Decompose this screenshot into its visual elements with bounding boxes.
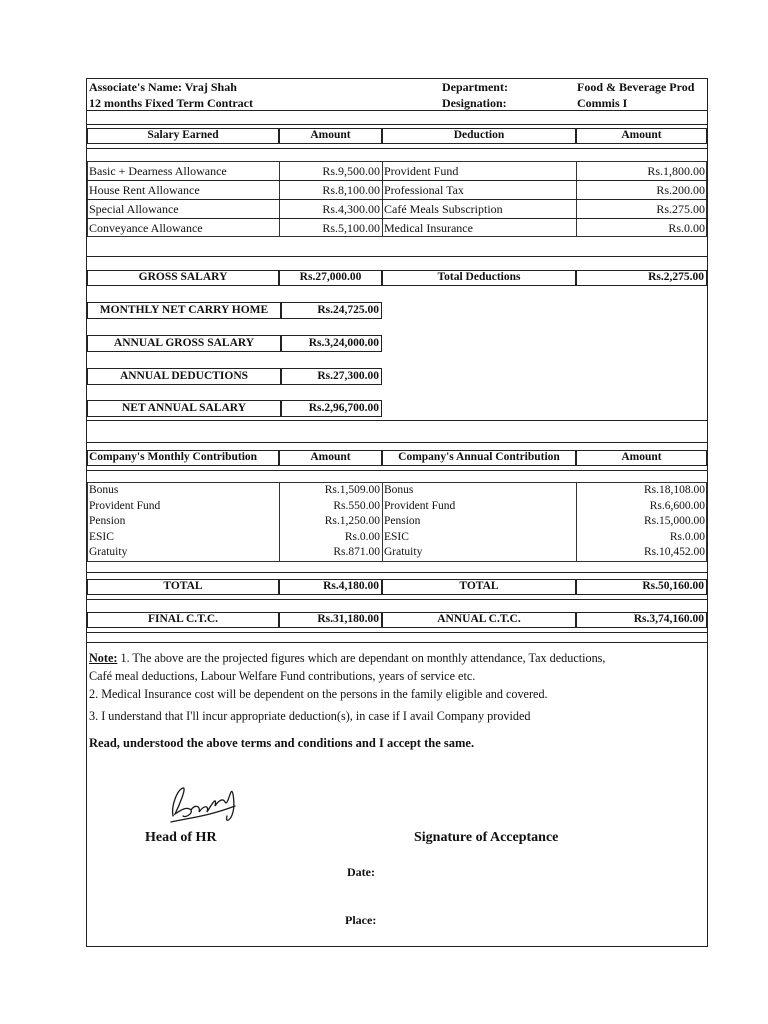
annual-contribution-amount: Rs.10,452.00 (643, 546, 705, 558)
note-line-1 (89, 649, 709, 667)
ctc-document (86, 78, 708, 947)
grid-line (382, 482, 383, 562)
annual-contribution-header: Company's Annual Contribution (382, 450, 576, 466)
earning-label: House Rent Allowance (89, 183, 200, 197)
earning-label: Special Allowance (89, 202, 179, 216)
earning-label: Conveyance Allowance (89, 221, 203, 235)
note-line-1b: Café meal deductions, Labour Welfare Fund contributions, years of service etc. (89, 669, 476, 683)
grid-line (576, 482, 577, 562)
monthly-contribution-amount: Rs.0.00 (344, 530, 380, 543)
head-of-hr-label: Head of HR (145, 830, 217, 845)
monthly-contribution-label: Gratuity (89, 546, 128, 558)
monthly-contribution-amount: Rs.1,509.00 (324, 484, 380, 496)
date-label: Date: (347, 865, 375, 879)
row-line (87, 642, 707, 643)
annual-contribution-label: Provident Fund (384, 499, 456, 512)
designation-label: Designation: (442, 96, 507, 110)
total-deductions-label: Total Deductions (382, 270, 576, 286)
total-deductions-value: Rs.2,275.00 (576, 270, 707, 286)
annual-contribution-amount: Rs.18,108.00 (643, 484, 705, 496)
deduction-amount-header: Amount (576, 128, 707, 144)
annual-ctc-label: ANNUAL C.T.C. (382, 612, 576, 628)
annual-contribution-amount: Rs.15,000.00 (643, 515, 705, 527)
earning-amount: Rs.8,100.00 (322, 183, 380, 197)
annual-contribution-label: Gratuity (384, 546, 423, 558)
monthly-contribution-amount: Rs.871.00 (333, 546, 380, 558)
associate-name: Associate's Name: Vraj Shah (89, 80, 237, 94)
final-ctc-label: FINAL C.T.C. (87, 612, 279, 628)
row-line (87, 599, 707, 600)
summary-value: Rs.3,24,000.00 (281, 335, 382, 352)
salary-divider (87, 148, 707, 149)
earning-amount: Rs.5,100.00 (322, 221, 380, 235)
monthly-contribution-label: Pension (89, 515, 126, 527)
note-label: Note: (89, 651, 118, 665)
monthly-contribution-label: Provident Fund (89, 499, 161, 512)
top-border (87, 78, 707, 79)
department-value: Food & Beverage Prod (577, 80, 695, 94)
place-label: Place: (345, 913, 377, 927)
monthly-contribution-amount: Rs.550.00 (333, 499, 380, 512)
summary-value: Rs.27,300.00 (281, 368, 382, 385)
monthly-total-label: TOTAL (87, 579, 279, 595)
monthly-contribution-label: Bonus (89, 484, 119, 496)
monthly-total-value: Rs.4,180.00 (279, 579, 382, 595)
earned-amount-header: Amount (279, 128, 382, 144)
row-line (87, 442, 707, 443)
annual-total-value: Rs.50,160.00 (576, 579, 707, 595)
deduction-label: Café Meals Subscription (384, 202, 503, 216)
deduction-amount: Rs.200.00 (656, 183, 705, 197)
earning-label: Basic + Dearness Allowance (89, 164, 227, 178)
annual-contribution-amount: Rs.0.00 (669, 530, 705, 543)
department-label: Department: (442, 80, 508, 94)
note-line-2: 2. Medical Insurance cost will be dependent on the persons in the family eligible and covered. (89, 687, 548, 701)
monthly-contribution-amount: Rs.1,250.00 (324, 515, 380, 527)
deduction-label: Medical Insurance (384, 221, 473, 235)
summary-label-net-carry-home: MONTHLY NET CARRY HOME (87, 302, 281, 319)
annual-amount-header: Amount (576, 450, 707, 466)
row-line (87, 470, 707, 471)
deduction-amount: Rs.0.00 (668, 221, 705, 235)
deduction-header: Deduction (382, 128, 576, 144)
signature-acceptance-label: Signature of Acceptance (414, 830, 559, 845)
row-line (87, 572, 707, 573)
annual-contribution-amount: Rs.6,600.00 (649, 499, 705, 512)
summary-label-annual-deductions: ANNUAL DEDUCTIONS (87, 368, 281, 385)
monthly-contribution-label: ESIC (89, 530, 114, 543)
monthly-amount-header: Amount (279, 450, 382, 466)
summary-value: Rs.2,96,700.00 (281, 400, 382, 417)
summary-label-annual-gross: ANNUAL GROSS SALARY (87, 335, 281, 352)
final-ctc-value: Rs.31,180.00 (279, 612, 382, 628)
header-divider (87, 110, 707, 111)
note-line-3: 3. I understand that I'll incur appropriate deduction(s), in case if I avail Company provided (89, 709, 531, 723)
annual-ctc-value: Rs.3,74,160.00 (576, 612, 707, 628)
deduction-amount: Rs.275.00 (656, 202, 705, 216)
hr-signature (165, 776, 245, 828)
deduction-amount: Rs.1,800.00 (647, 164, 705, 178)
header-divider-2 (87, 124, 707, 125)
earning-amount: Rs.4,300.00 (322, 202, 380, 216)
contract-type: 12 months Fixed Term Contract (89, 96, 253, 110)
row-line (87, 420, 707, 421)
row-line (87, 632, 707, 633)
gross-salary-label: GROSS SALARY (87, 270, 279, 286)
annual-contribution-label: Pension (384, 515, 421, 527)
annual-contribution-label: Bonus (384, 484, 414, 496)
annual-contribution-label: ESIC (384, 530, 409, 543)
grid-line (279, 482, 280, 562)
designation-value: Commis I (577, 96, 628, 110)
deduction-label: Professional Tax (384, 183, 464, 197)
gross-salary-value: Rs.27,000.00 (279, 270, 382, 286)
summary-label-net-annual: NET ANNUAL SALARY (87, 400, 281, 417)
monthly-contribution-header: Company's Monthly Contribution (87, 450, 279, 466)
salary-earned-header: Salary Earned (87, 128, 279, 144)
annual-total-label: TOTAL (382, 579, 576, 595)
note-text-1: 1. The above are the projected figures which are dependant on monthly attendance, Tax deductions, (117, 651, 606, 665)
acceptance-statement: Read, understood the above terms and conditions and I accept the same. (89, 736, 475, 750)
deduction-label: Provident Fund (384, 164, 459, 178)
row-line (87, 256, 707, 257)
summary-value: Rs.24,725.00 (281, 302, 382, 319)
earning-amount: Rs.9,500.00 (322, 164, 380, 178)
